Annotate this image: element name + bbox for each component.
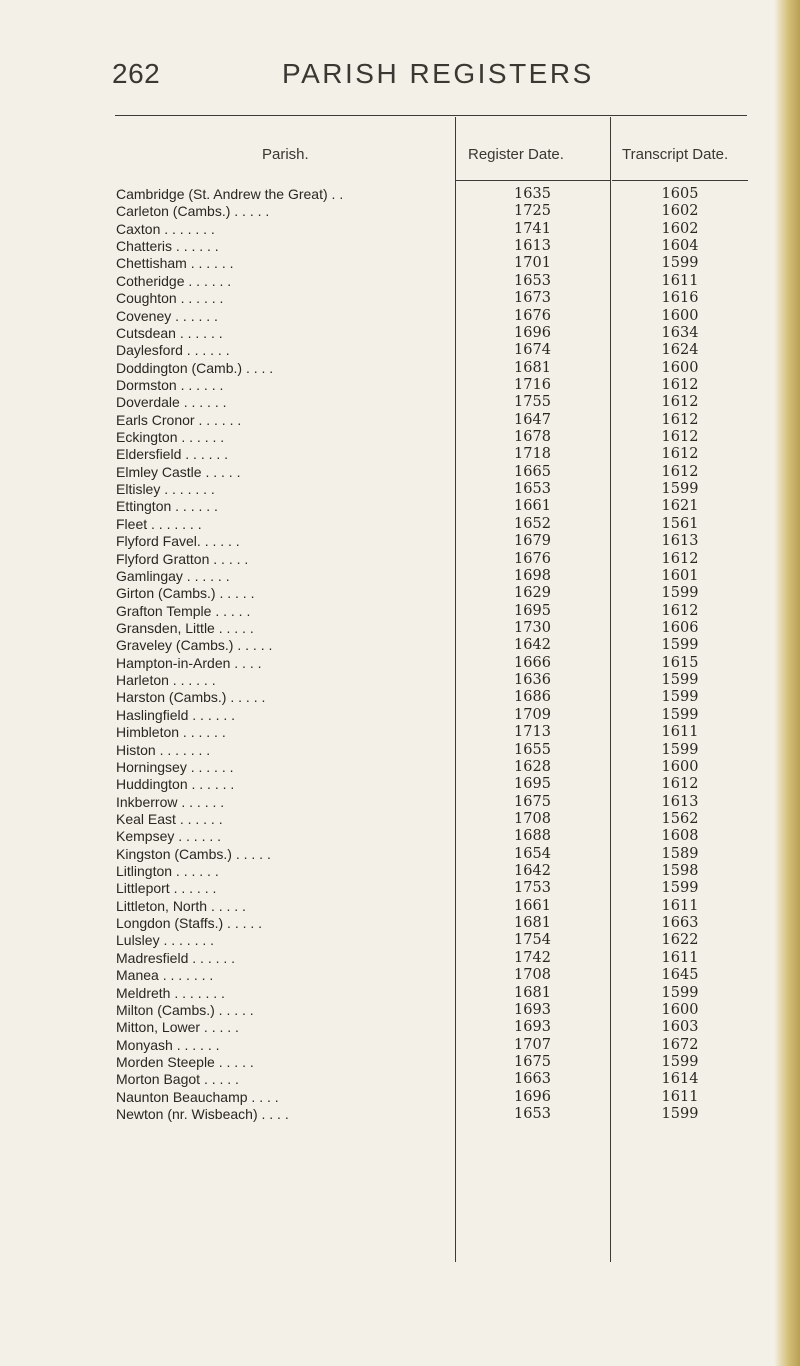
transcript-date: 1561 [661, 515, 699, 532]
table-row [0, 203, 800, 220]
transcript-date: 1612 [661, 446, 699, 463]
transcript-date: 1614 [661, 1071, 699, 1088]
register-date: 1693 [514, 1019, 551, 1036]
table-row [0, 985, 800, 1002]
parish-name: Histon . . . . . . . [116, 741, 211, 758]
parish-name: Caxton . . . . . . . [116, 220, 215, 237]
page-number: 262 [112, 58, 161, 89]
parish-name: Meldreth . . . . . . . [116, 984, 225, 1001]
register-date: 1709 [514, 706, 551, 723]
transcript-date: 1612 [661, 550, 699, 567]
transcript-date: 1612 [661, 429, 699, 446]
parish-name: Doddington (Camb.) . . . . [116, 359, 274, 376]
register-date: 1642 [514, 637, 551, 654]
transcript-date: 1612 [661, 463, 699, 480]
parish-name: Flyford Gratton . . . . . [116, 550, 249, 567]
table-row [0, 1089, 800, 1106]
table-row [0, 828, 800, 845]
register-date: 1716 [514, 376, 551, 393]
register-date: 1698 [514, 567, 551, 584]
table-row [0, 394, 800, 411]
register-date: 1688 [514, 828, 551, 845]
transcript-date: 1645 [661, 967, 699, 984]
parish-name: Horningsey . . . . . . [116, 758, 234, 775]
transcript-date: 1612 [661, 376, 699, 393]
register-date: 1725 [514, 203, 551, 220]
parish-name: Harleton . . . . . . [116, 672, 216, 689]
register-date: 1741 [514, 220, 551, 237]
parish-name: Huddington . . . . . . [116, 776, 235, 793]
table-row [0, 412, 800, 429]
parish-name: Eltisley . . . . . . . [116, 481, 215, 498]
transcript-date: 1599 [661, 637, 699, 654]
parish-name: Coveney . . . . . . [116, 307, 218, 324]
transcript-date: 1615 [661, 654, 699, 671]
register-date: 1653 [514, 272, 551, 289]
register-date: 1629 [514, 585, 551, 602]
table-row [0, 568, 800, 585]
parish-name: Morden Steeple . . . . . [116, 1053, 254, 1070]
table-row [0, 776, 800, 793]
register-date: 1753 [514, 880, 551, 897]
parish-name: Manea . . . . . . . [116, 967, 214, 984]
register-date: 1708 [514, 810, 551, 827]
register-date: 1655 [514, 741, 551, 758]
parish-name: Graveley (Cambs.) . . . . . [116, 637, 273, 654]
running-title: PARISH REGISTERS [282, 58, 594, 89]
table-row [0, 585, 800, 602]
table-row [0, 1037, 800, 1054]
parish-name: Litlington . . . . . . [116, 863, 219, 880]
transcript-date: 1612 [661, 411, 699, 428]
transcript-date: 1601 [661, 567, 699, 584]
transcript-date: 1602 [661, 220, 699, 237]
parish-name: Cotheridge . . . . . . [116, 272, 232, 289]
table-row [0, 446, 800, 463]
register-date: 1642 [514, 863, 551, 880]
transcript-date: 1589 [661, 845, 699, 862]
parish-name: Girton (Cambs.) . . . . . [116, 585, 255, 602]
parish-name: Milton (Cambs.) . . . . . [116, 1001, 254, 1018]
transcript-date: 1599 [661, 880, 699, 897]
transcript-date: 1606 [661, 619, 699, 636]
transcript-date: 1599 [661, 672, 699, 689]
register-date: 1636 [514, 672, 551, 689]
parish-name: Eldersfield . . . . . . [116, 446, 229, 463]
table-row [0, 742, 800, 759]
transcript-date: 1599 [661, 585, 699, 602]
parish-name: Grafton Temple . . . . . [116, 602, 251, 619]
header-rule-register [455, 180, 610, 181]
parish-name: Littleton, North . . . . . [116, 897, 246, 914]
parish-name: Carleton (Cambs.) . . . . . [116, 203, 270, 220]
register-date: 1696 [514, 1088, 551, 1105]
transcript-date: 1611 [661, 897, 699, 914]
parish-name: Harston (Cambs.) . . . . . [116, 689, 266, 706]
transcript-date: 1613 [661, 793, 699, 810]
table-top-rule [115, 115, 747, 116]
table-row [0, 655, 800, 672]
transcript-date: 1599 [661, 1106, 699, 1123]
transcript-date: 1599 [661, 706, 699, 723]
table-row [0, 377, 800, 394]
parish-name: Littleport . . . . . . [116, 880, 217, 897]
table-row [0, 724, 800, 741]
transcript-date: 1612 [661, 394, 699, 411]
register-date: 1674 [514, 342, 551, 359]
transcript-date: 1624 [661, 342, 699, 359]
register-date: 1666 [514, 654, 551, 671]
register-date: 1742 [514, 949, 551, 966]
table-row [0, 1106, 800, 1123]
transcript-date: 1599 [661, 1053, 699, 1070]
transcript-date: 1605 [661, 186, 699, 202]
parish-name: Doverdale . . . . . . [116, 394, 227, 411]
register-date: 1713 [514, 724, 551, 741]
parish-name: Earls Cronor . . . . . . [116, 411, 242, 428]
header-rule-transcript [612, 180, 748, 181]
table-row [0, 863, 800, 880]
table-body [0, 186, 800, 1266]
transcript-date: 1562 [661, 810, 699, 827]
parish-name: Morton Bagot . . . . . [116, 1071, 239, 1088]
transcript-date: 1598 [661, 863, 699, 880]
parish-name: Coughton . . . . . . [116, 290, 224, 307]
table-row [0, 238, 800, 255]
parish-name: Eckington . . . . . . [116, 429, 225, 446]
table-row [0, 429, 800, 446]
table-row [0, 898, 800, 915]
transcript-date: 1672 [661, 1036, 699, 1053]
table-row [0, 932, 800, 949]
parish-name: Mitton, Lower . . . . . [116, 1019, 239, 1036]
parish-name: Cutsdean . . . . . . [116, 324, 223, 341]
parish-name: Lulsley . . . . . . . [116, 932, 215, 949]
parish-name: Newton (nr. Wisbeach) . . . . [116, 1106, 289, 1123]
register-date: 1681 [514, 359, 551, 376]
transcript-date: 1663 [661, 915, 699, 932]
register-date: 1755 [514, 394, 551, 411]
register-date: 1730 [514, 619, 551, 636]
transcript-date: 1634 [661, 324, 699, 341]
register-date: 1613 [514, 238, 551, 255]
transcript-date: 1604 [661, 238, 699, 255]
table-row [0, 1071, 800, 1088]
transcript-date: 1599 [661, 481, 699, 498]
register-date: 1661 [514, 498, 551, 515]
parish-name: Inkberrow . . . . . . [116, 793, 225, 810]
transcript-date: 1602 [661, 203, 699, 220]
parish-name: Chatteris . . . . . . [116, 238, 219, 255]
table-row [0, 551, 800, 568]
table-row [0, 759, 800, 776]
transcript-date: 1612 [661, 776, 699, 793]
table-row [0, 967, 800, 984]
parish-name: Longdon (Staffs.) . . . . . [116, 915, 263, 932]
register-date: 1628 [514, 758, 551, 775]
table-row [0, 950, 800, 967]
register-date: 1679 [514, 533, 551, 550]
register-date: 1693 [514, 1001, 551, 1018]
register-date: 1681 [514, 984, 551, 1001]
parish-name: Kingston (Cambs.) . . . . . [116, 845, 271, 862]
parish-name: Dormston . . . . . . [116, 376, 224, 393]
table-row [0, 533, 800, 550]
table-row [0, 603, 800, 620]
register-date: 1654 [514, 845, 551, 862]
transcript-date: 1611 [661, 272, 699, 289]
table-row [0, 273, 800, 290]
transcript-date: 1613 [661, 533, 699, 550]
register-date: 1635 [514, 186, 551, 202]
register-date: 1661 [514, 897, 551, 914]
register-date: 1676 [514, 307, 551, 324]
table-row [0, 342, 800, 359]
table-row [0, 880, 800, 897]
table-row [0, 464, 800, 481]
parish-name: Fleet . . . . . . . [116, 515, 202, 532]
parish-name: Cambridge (St. Andrew the Great) . . [116, 186, 344, 202]
table-row [0, 794, 800, 811]
column-header-transcript-date: Transcript Date. [622, 146, 729, 163]
table-row [0, 620, 800, 637]
table-row [0, 498, 800, 515]
transcript-date: 1608 [661, 828, 699, 845]
table-row [0, 290, 800, 307]
transcript-date: 1600 [661, 307, 699, 324]
parish-name: Elmley Castle . . . . . [116, 463, 241, 480]
parish-name: Naunton Beauchamp . . . . [116, 1088, 279, 1105]
transcript-date: 1616 [661, 290, 699, 307]
parish-name: Daylesford . . . . . . [116, 342, 230, 359]
register-date: 1678 [514, 429, 551, 446]
table-row [0, 221, 800, 238]
table-row [0, 689, 800, 706]
transcript-date: 1611 [661, 949, 699, 966]
register-date: 1652 [514, 515, 551, 532]
table-row [0, 481, 800, 498]
parish-name: Gamlingay . . . . . . [116, 567, 230, 584]
table-row [0, 255, 800, 272]
register-date: 1695 [514, 602, 551, 619]
parish-name: Chettisham . . . . . . [116, 255, 234, 272]
register-date: 1663 [514, 1071, 551, 1088]
parish-name: Madresfield . . . . . . [116, 949, 236, 966]
parish-name: Gransden, Little . . . . . [116, 619, 254, 636]
transcript-date: 1611 [661, 724, 699, 741]
register-date: 1676 [514, 550, 551, 567]
table-row [0, 811, 800, 828]
parish-name: Kempsey . . . . . . [116, 828, 222, 845]
transcript-date: 1622 [661, 932, 699, 949]
register-date: 1647 [514, 411, 551, 428]
table-row [0, 360, 800, 377]
table-row [0, 846, 800, 863]
transcript-date: 1599 [661, 741, 699, 758]
table-row [0, 1019, 800, 1036]
transcript-date: 1600 [661, 758, 699, 775]
transcript-date: 1621 [661, 498, 699, 515]
table-row [0, 186, 800, 203]
transcript-date: 1611 [661, 1088, 699, 1105]
table-row [0, 325, 800, 342]
register-date: 1673 [514, 290, 551, 307]
register-date: 1701 [514, 255, 551, 272]
transcript-date: 1599 [661, 255, 699, 272]
transcript-date: 1599 [661, 984, 699, 1001]
table-row [0, 1054, 800, 1071]
transcript-date: 1599 [661, 689, 699, 706]
table-row [0, 707, 800, 724]
table-row [0, 672, 800, 689]
transcript-date: 1600 [661, 1001, 699, 1018]
parish-name: Himbleton . . . . . . [116, 724, 226, 741]
register-date: 1653 [514, 481, 551, 498]
transcript-date: 1603 [661, 1019, 699, 1036]
parish-name: Haslingfield . . . . . . [116, 706, 236, 723]
register-date: 1681 [514, 915, 551, 932]
register-date: 1707 [514, 1036, 551, 1053]
register-date: 1675 [514, 793, 551, 810]
register-date: 1665 [514, 463, 551, 480]
column-header-register-date: Register Date. [468, 146, 564, 163]
table-row [0, 915, 800, 932]
table-row [0, 308, 800, 325]
transcript-date: 1600 [661, 359, 699, 376]
table-column-headers [0, 146, 800, 172]
parish-name: Keal East . . . . . . [116, 810, 223, 827]
register-date: 1754 [514, 932, 551, 949]
register-date: 1708 [514, 967, 551, 984]
table-row [0, 516, 800, 533]
parish-name: Monyash . . . . . . [116, 1036, 220, 1053]
parish-name: Flyford Favel. . . . . . [116, 533, 240, 550]
parish-name: Ettington . . . . . . [116, 498, 218, 515]
page-header [0, 58, 800, 98]
register-date: 1653 [514, 1106, 551, 1123]
table-row [0, 637, 800, 654]
register-date: 1686 [514, 689, 551, 706]
parish-name: Hampton-in-Arden . . . . [116, 654, 262, 671]
column-header-parish: Parish. [262, 146, 309, 163]
table-row [0, 1002, 800, 1019]
transcript-date: 1612 [661, 602, 699, 619]
register-date: 1718 [514, 446, 551, 463]
register-date: 1695 [514, 776, 551, 793]
register-date: 1696 [514, 324, 551, 341]
register-date: 1675 [514, 1053, 551, 1070]
